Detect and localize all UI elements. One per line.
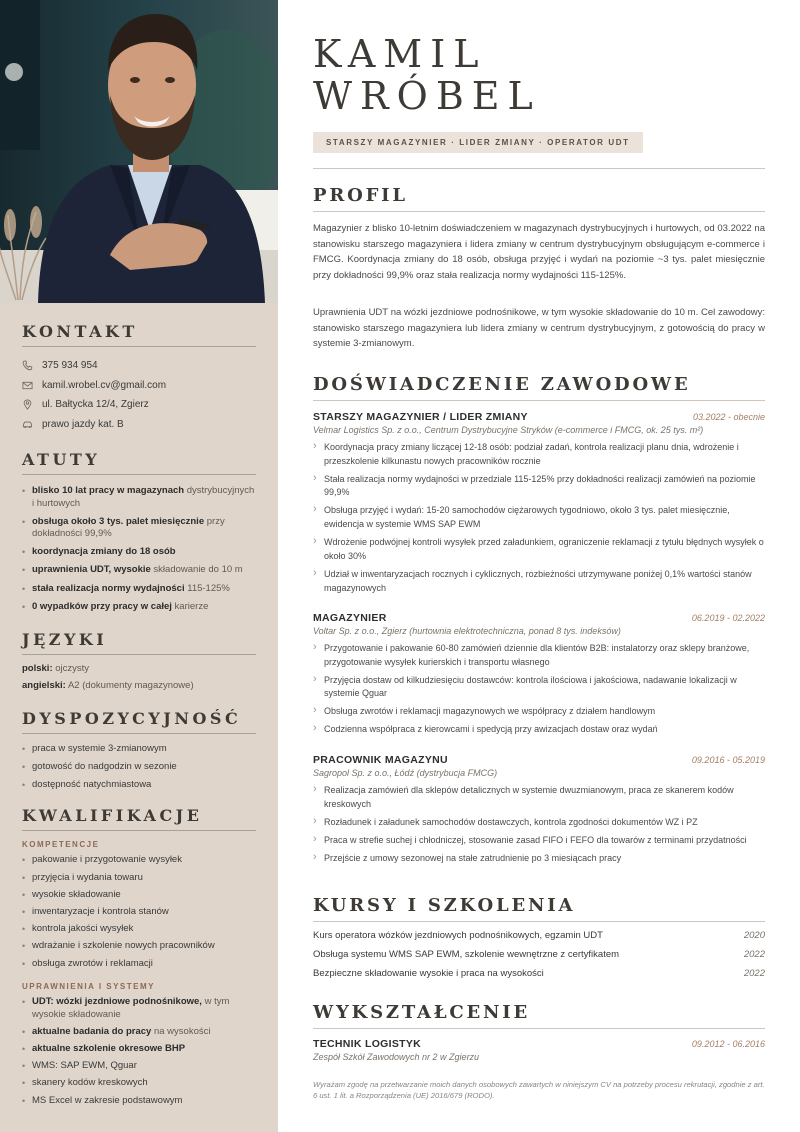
name-last: WRÓBEL (313, 74, 541, 118)
profile-paragraph-2: Uprawnienia UDT na wózki jezdniowe podnośnikowe, w tym wysokie składowanie do 10 m. Cel zawodowy: stanowisko starszego magazyniera lub lidera zmiany w centrum dystrybucyjnym, z gotowością do pracy w systemie 3-zmianowym. (313, 307, 765, 349)
languages-heading: JĘZYKI (22, 630, 256, 655)
profile-paragraph-1: Magazynier z blisko 10-letnim doświadczeniem w magazynach dystrybucyjnych i hurtowych, od 03.2022 na stanowisku starszego magazyniera i lidera zmiany w centrum dystrybucyjnym obsługującym e-commerce i FMCG. Koordynacja zmiany do 18 osób, obsługa przyjęć i wydań na poziomie ~3 tys. palet miesięcznie przy dokładności 99,9% oraz stała realizacja normy wydajności 115-125%. (313, 223, 765, 281)
list-item: • MS Excel w zakresie podstawowym (22, 1095, 256, 1108)
car-icon (22, 419, 42, 430)
list-item: › Przyjęcia dostaw od kilkudziesięciu dostawców: kontrola ilościowa i jakościowa, nadawanie lokalizacji w systemie Qguar (313, 674, 765, 701)
list-item: • dostępność natychmiastowa (22, 779, 256, 792)
list-item: › Przygotowanie i pakowanie 60-80 zamówień dziennie dla klientów B2B: instalatorzy oraz sklepy branżowe, przygotowanie wysyłek kurierskich i transportu własnego (313, 642, 765, 669)
list-item: • uprawnienia UDT, wysokie składowanie do 10 m (22, 564, 256, 577)
sidebar-content (22, 322, 256, 1107)
list-item: › Rozładunek i załadunek samochodów dostawczych, kontrola zgodności dokumentów WZ i PZ (313, 816, 765, 830)
list-item: › Przejście z umowy sezonowej na stałe zatrudnienie po 3 miesiącach pracy (313, 852, 765, 866)
mail-icon (22, 380, 42, 391)
list-item: • skanery kodów kreskowych (22, 1077, 256, 1090)
experience-heading: DOŚWIADCZENIE ZAWODOWE (313, 374, 765, 401)
job-title: MAGAZYNIER (313, 612, 387, 624)
list-item: • kontrola jakości wysyłek (22, 923, 256, 936)
strengths-heading: ATUTY (22, 450, 256, 475)
job-title: PRACOWNIK MAGAZYNU (313, 754, 448, 766)
contact-heading: KONTAKT (22, 322, 256, 347)
language-item: angielski: A2 (dokumenty magazynowe) (22, 679, 194, 691)
email-text: kamil.wrobel.cv@gmail.com (42, 379, 167, 391)
list-item: › Realizacja zamówień dla sklepów detalicznych w systemie dwuzmianowym, praca ze skanerem kodów kreskowych (313, 784, 765, 811)
list-item: › Koordynacja pracy zmiany liczącej 12-18 osób: podział zadań, kontrola realizacji planu dnia, wdrożenie i przeszkolenie kilkunastu nowych pracowników rocznie (313, 441, 765, 468)
job-company: Velmar Logistics Sp. z o.o., Centrum Dystrybucyjne Stryków (e-commerce i FMCG, ok. 25 tys. m²) (313, 425, 704, 435)
list-item: • inwentaryzacje i kontrola stanów (22, 906, 256, 919)
list-item: › Praca w strefie suchej i chłodniczej, stosowanie zasad FIFO i FEFO dla towarów z terminami przydatności (313, 834, 765, 848)
location-pin-icon (22, 399, 42, 410)
profile-photo (0, 0, 278, 303)
list-item: › Stała realizacja normy wydajności w przedziale 115-125% przy dokładności realizacji zamówień na poziomie 99,9% (313, 473, 765, 500)
contact-phone[interactable] (22, 356, 256, 376)
qualifications-heading: KWALIFIKACJE (22, 806, 256, 831)
list-item: • UDT: wózki jezdniowe podnośnikowe, w tym wysokie składowanie (22, 996, 256, 1021)
list-item: • wdrażanie i szkolenie nowych pracowników (22, 940, 256, 953)
phone-icon (22, 360, 42, 371)
job-company: Voltar Sp. z o.o., Zgierz (hurtownia elektrotechniczna, ponad 8 tys. indeksów) (313, 626, 621, 636)
list-item: • stała realizacja normy wydajności 115-125% (22, 583, 256, 596)
course-item (313, 930, 765, 944)
list-item: • pakowanie i przygotowanie wysyłek (22, 854, 256, 867)
license-text: prawo jazdy kat. B (42, 418, 124, 430)
competences-subheading: KOMPETENCJE (22, 840, 100, 850)
course-year: 2022 (743, 949, 765, 960)
name-first: KAMIL (313, 32, 487, 76)
degree-title: TECHNIK LOGISTYK (313, 1038, 422, 1050)
list-item: › Obsługa zwrotów i reklamacji magazynowych we współpracy z działem handlowym (313, 705, 765, 719)
list-item: • obsługa zwrotów i reklamacji (22, 958, 256, 971)
contact-list (22, 356, 256, 434)
list-item: • przyjęcia i wydania towaru (22, 872, 256, 885)
list-item: • obsługa około 3 tys. palet miesięcznie przy dokładności 99,9% (22, 516, 256, 541)
availability-list (22, 743, 256, 791)
competences-list (22, 854, 256, 970)
course-item (313, 968, 765, 982)
strengths-list (22, 485, 256, 613)
list-item: › Wdrożenie podwójnej kontroli wysyłek przed załadunkiem, ograniczenie reklamacji z tytułu błędnych wysyłek o około 30% (313, 536, 765, 563)
gdpr-consent: Wyrażam zgodę na przetwarzanie moich danych osobowych zawartych w niniejszym CV na potrzeby procesu rekrutacji, zgodnie z art. 6 ust. 1 lit. a Rozporządzenia (UE) 2016/679 (RODO). (313, 1080, 765, 1101)
list-item: • wysokie składowanie (22, 889, 256, 902)
phone-text: 375 934 954 (42, 360, 98, 372)
school-name: Zespół Szkół Zawodowych nr 2 w Zgierzu (313, 1052, 480, 1062)
job-title: STARSZY MAGAZYNIER / LIDER ZMIANY (313, 411, 528, 423)
job-duties (313, 642, 765, 737)
language-item: polski: ojczysty (22, 663, 90, 675)
list-item: › Udział w inwentaryzacjach rocznych i cyklicznych, rozbieżności utrzymywane poniżej 0,1% wartości stanów magazynowych (313, 568, 765, 595)
job-date: 09.2016 - 05.2019 (691, 755, 765, 765)
divider (313, 168, 765, 169)
education-date: 09.2012 - 06.2016 (691, 1039, 765, 1049)
job-entry (313, 411, 765, 600)
job-entry (313, 612, 765, 741)
contact-email[interactable] (22, 376, 256, 396)
availability-heading: DYSPOZYCYJNOŚĆ (22, 709, 256, 734)
job-tagline: STARSZY MAGAZYNIER · LIDER ZMIANY · OPERATOR UDT (313, 132, 643, 153)
candidate-name (313, 33, 541, 117)
course-name: Kurs operatora wózków jezdniowych podnośnikowych, egzamin UDT (313, 930, 603, 941)
job-date: 06.2019 - 02.2022 (691, 613, 765, 623)
courses-heading: KURSY I SZKOLENIA (313, 895, 765, 922)
contact-address (22, 395, 256, 415)
list-item: • aktualne szkolenie okresowe BHP (22, 1043, 256, 1056)
course-year: 2020 (743, 930, 765, 941)
list-item: • praca w systemie 3-zmianowym (22, 743, 256, 756)
course-item (313, 949, 765, 963)
job-duties (313, 441, 765, 595)
address-text: ul. Bałtycka 12/4, Zgierz (42, 399, 149, 411)
contact-license (22, 415, 256, 435)
job-duties (313, 784, 765, 865)
course-name: Bezpieczne składowanie wysokie i praca na wysokości (313, 968, 544, 979)
job-date: 03.2022 - obecnie (692, 412, 765, 422)
list-item: • koordynacja zmiany do 18 osób (22, 546, 256, 559)
profile-heading: PROFIL (313, 185, 765, 212)
list-item: • 0 wypadków przy pracy w całej karierze (22, 601, 256, 614)
languages-list (22, 661, 256, 694)
course-year: 2022 (743, 968, 765, 979)
list-item: • WMS: SAP EWM, Qguar (22, 1060, 256, 1073)
course-name: Obsługa systemu WMS SAP EWM, szkolenie wewnętrzne z certyfikatem (313, 949, 620, 960)
job-company: Sagropol Sp. z o.o., Łódź (dystrybucja FMCG) (313, 768, 498, 778)
education-entry (313, 1038, 765, 1062)
list-item: • blisko 10 lat pracy w magazynach dystrybucyjnych i hurtowych (22, 485, 256, 510)
list-item: › Codzienna współpraca z kierowcami i spedycją przy awizacjach dostaw oraz wydań (313, 723, 765, 737)
list-item: • aktualne badania do pracy na wysokości (22, 1026, 256, 1039)
list-item: › Obsługa przyjęć i wydań: 15-20 samochodów ciężarowych tygodniowo, około 3 tys. palet miesięcznie, ewidencja w systemie WMS SAP EWM (313, 504, 765, 531)
list-item: • gotowość do nadgodzin w sezonie (22, 761, 256, 774)
permissions-subheading: UPRAWNIENIA I SYSTEMY (22, 982, 155, 992)
job-entry (313, 754, 765, 870)
sidebar (0, 0, 278, 1132)
education-heading: WYKSZTAŁCENIE (313, 1002, 765, 1029)
permissions-list (22, 996, 256, 1107)
